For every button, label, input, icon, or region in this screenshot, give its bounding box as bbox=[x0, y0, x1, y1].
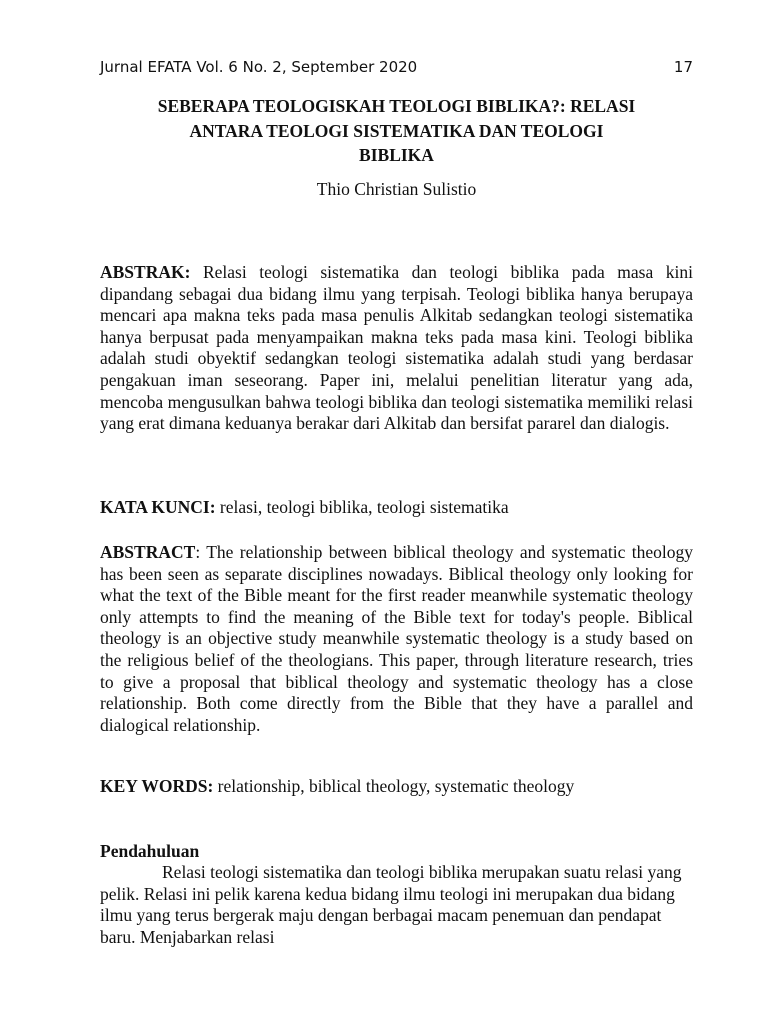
title-line-1: SEBERAPA TEOLOGISKAH TEOLOGI BIBLIKA?: RELASI bbox=[157, 96, 636, 116]
abstract-paragraph bbox=[100, 542, 693, 736]
intro-text: Relasi teologi sistematika dan teologi biblika merupakan suatu relasi yang pelik. Relasi ini pelik karena kedua bidang ilmu teologi ini merupakan dua bidang ilmu yang terus bergerak maju dengan berbagai macam penemuan dan pendapat baru. Menjabarkan relasi bbox=[100, 862, 682, 947]
page-number: 17 bbox=[673, 58, 693, 76]
key-words-label: KEY WORDS: bbox=[100, 776, 214, 796]
abstract-text: : The relationship between biblical theology and systematic theology has been seen as separate disciplines nowadays. Biblical theology only looking for what the text of the Bible meant for the first reader meanwhile systematic theology only attempts to find the meaning of the Bible text for today's people. Biblical theology is an objective study meanwhile systematic theology is a study based on the religious belief of the theologians. This paper, through literature research, tries to give a proposal that biblical theology and systematic theology has a close relationship. Both come directly from the Bible that they have a parallel and dialogical relationship. bbox=[100, 542, 693, 735]
section-heading: Pendahuluan bbox=[100, 841, 200, 861]
journal-name: Jurnal EFATA Vol. 6 No. 2, September 2020 bbox=[100, 58, 418, 76]
author-name: Thio Christian Sulistio bbox=[316, 179, 477, 199]
kata-kunci-label: KATA KUNCI: bbox=[100, 497, 216, 517]
kata-kunci-paragraph bbox=[100, 497, 693, 519]
article-title bbox=[100, 94, 693, 168]
running-header bbox=[100, 56, 693, 78]
title-line-2: ANTARA TEOLOGI SISTEMATIKA DAN TEOLOGI bbox=[189, 120, 604, 141]
kata-kunci-text: relasi, teologi biblika, teologi sistematika bbox=[219, 497, 509, 517]
key-words-text: relationship, biblical theology, systematic theology bbox=[217, 776, 575, 796]
abstract-label: ABSTRACT bbox=[100, 542, 196, 562]
abstrak-text: Relasi teologi sistematika dan teologi biblika pada masa kini dipandang sebagai dua bidang ilmu yang terpisah. Teologi biblika hanya berupaya mencari apa makna teks pada masa penulis Alkitab sedangkan teologi sistematika hanya berpusat pada menyampaikan makna teks pada masa kini. Teologi biblika adalah studi obyektif sedangkan teologi sistematika adalah studi yang berdasar pengakuan iman seseorang. Paper ini, melalui penelitian literatur yang ada, mencoba mengusulkan bahwa teologi biblika dan teologi sistematika memiliki relasi yang erat dimana keduanya berakar dari Alkitab dan bersifat pararel dan dialogis. bbox=[100, 262, 693, 434]
key-words-paragraph bbox=[100, 776, 693, 798]
title-line-3: BIBLIKA bbox=[359, 145, 434, 165]
intro-paragraph bbox=[100, 862, 693, 948]
abstrak-label: ABSTRAK: bbox=[100, 262, 191, 282]
abstrak-paragraph bbox=[100, 262, 693, 435]
